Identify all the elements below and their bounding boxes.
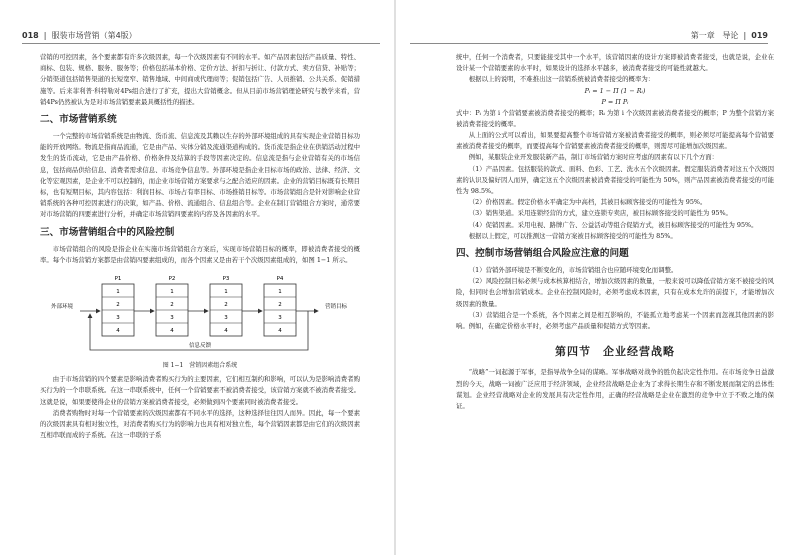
list-item: （2）价格因素。假定价格水平确定为中高档，其被目标顾客接受的可能性为 95%。 <box>468 198 707 207</box>
right-page-number: 019 <box>751 31 768 40</box>
svg-text:3: 3 <box>278 315 282 322</box>
feedback-label: 信息反馈 <box>188 343 212 350</box>
svg-text:4: 4 <box>116 328 120 335</box>
paragraph: 从上面的公式可以看出，如果要提高整个市场营销方案被消费者接受的概率，则必须尽可能提高每个营销要素被消费者接受的概率，而要提高每个营销要素被消费者接受的概率，则需尽可能增加次级因素。 <box>456 131 774 151</box>
svg-text:2: 2 <box>278 302 282 309</box>
svg-text:2: 2 <box>170 302 174 309</box>
list-item: （4）促销因素。采用电视、路牌广告、公益活动等组合促销方式，被目标顾客接受的可能性为 95%。 <box>468 220 758 229</box>
figure-caption: 图 1−1 营销因素组合系统 <box>162 362 238 370</box>
formula-p: P = Π Pᵢ <box>601 97 629 106</box>
svg-text:4: 4 <box>224 328 228 335</box>
heading-risk-control: 三、市场营销组合中的风险控制 <box>40 226 175 238</box>
factor-column-p1 <box>102 276 134 336</box>
list-item: （2）风险控制目标必须与成本核算相结合，增加次级因素的数量，一般来说可以降低营销方案不被接受的风险，但同时也会增加营销成本。企业在控制风险时，必须考虑成本因素，只有在成本允许的前提下，才能增加次级因素的数量。 <box>456 277 774 308</box>
paragraph: 根据以上假定，可以推测这一营销方案被目标顾客接受的可能性为 85%。 <box>468 231 677 240</box>
svg-text:1: 1 <box>278 289 282 296</box>
paragraph: 例如，某服装企业开发服装新产品，制订市场营销方案时应考虑的因素有以下几个方面： <box>468 153 719 162</box>
target-label: 营销目标 <box>324 304 348 311</box>
list-item: （1）营销外部环境是不断变化的，市场营销组合也应随环境变化而调整。 <box>468 266 678 275</box>
chapter-title: 导论 <box>722 31 739 40</box>
left-header-rule <box>22 43 380 44</box>
figure-marketing-factor-system <box>40 268 360 360</box>
chapter-label: 第一章 <box>690 31 715 40</box>
svg-text:2: 2 <box>116 302 120 309</box>
book-title: 服装市场营销（第4版） <box>51 31 137 40</box>
paragraph: 消费者购物时对每一个营销要素的次级因素都有不同水平的选择，这种选择往往因人而异。因此，每一个要素的次级因素具有相对独立性，对消费者购买行为的影响力也具有相对独立性，每个营销因素都是由它们的次级因素互相串联而成的子系统。在这一串联的子系 <box>40 408 360 440</box>
svg-text:3: 3 <box>116 315 120 322</box>
list-item: （3）营销组合是一个系统，各个因素之间是相互影响的，不能孤立地考虑某一个因素而忽视其他因素的影响。例如，在确定价格水平时，必须考虑产品质量和促销方式等因素。 <box>456 310 774 331</box>
factor-column-p3 <box>210 276 242 336</box>
section-title: 第四节 企业经营战略 <box>555 345 675 359</box>
heading-marketing-system: 二、市场营销系统 <box>40 114 117 126</box>
paragraph: 根据以上的说明，不难推出这一营销系统被消费者接受的概率为： <box>468 75 655 84</box>
paragraph: 一个完整的市场营销系统是由物流、货币流、信息流及其赖以生存的外部环境组成的具有实现企业营销目标功能的开放网络。物流是指商品流通，它是由产品、实体分销及流通渠道构成的。货币流是指企业在供销活动过程中发生的货币流动，它是由产品价格、价格条件及结算的手段等因素决定的。信息流是指与企业营销有关的市场信息，包括商品供给信息、消费者需求信息、市场竞争信息等。外部环境是指企业目标市场的政治、法律、经济、文化等宏观因素，是企业不可以控制的，而企业市场营销方案要求与之配合适应的因素。企业的营销目标既有长期目标，也有短期目标，其内容包括：利润目标、市场占有率目标、市场推销目标等。市场营销组合是针对影响企业营销系统的各种可控因素进行的决策，如产品、价格、流通组合、信息组合等。企业在制订营销组合方案时，通常要对市场营销的四要素进行分析，并确定市场营销四要素的内容及各因素的水平。 <box>40 132 360 219</box>
figure-diagram <box>40 268 360 360</box>
heading-risk-notes: 四、控制市场营销组合风险应注意的问题 <box>456 248 629 260</box>
left-page <box>0 0 394 555</box>
left-page-header: 018 | 服装市场营销（第4版） <box>22 31 137 40</box>
paragraph: 由于市场营销的四个要素是影响消费者购买行为的主要因素，它们相互制约和影响，可以认为是影响消费者购买行为的一个串联系统。在这一串联系统中，任何一个营销要素不被消费者接受，该营销方案就不被消费者接受。这就是说，如果要使得企业的营销方案被消费者接受，必须做到四个要素同时被消费者接受。 <box>40 375 360 406</box>
paragraph: 统中，任何一个消费者，只要能接受其中一个水平，该营销因素的设计方案即被消费者接受，也就是说，企业在设计某一个营销要素的水平时，如果设计的选择水平越多，被消费者接受的可能性就越大。 <box>456 53 774 73</box>
factor-column-p2 <box>156 276 188 336</box>
svg-text:4: 4 <box>278 328 282 335</box>
svg-text:3: 3 <box>224 315 228 322</box>
factor-column-p4 <box>264 276 296 336</box>
right-body <box>456 52 774 412</box>
svg-text:2: 2 <box>224 302 228 309</box>
paragraph: “战略”一词起源于军事，是指导战争全局的谋略。军事战略对战争的胜负起决定性作用。在市场竞争日益激烈的今天，战略一词被广泛应用于经济领域，企业经营战略是企业为了求得长期生存和不断发展而制定的总体性谋划。企业经营战略对企业的发展具有决定性作用，正确的经营战略是企业在激烈的竞争中立于不败之地的保证。 <box>456 368 774 411</box>
svg-text:1: 1 <box>116 289 120 296</box>
svg-text:4: 4 <box>170 328 174 335</box>
list-item: （3）销售渠道。采用连锁经营的方式，建立连锁专卖店，被目标顾客接受的可能性为 95%。 <box>468 209 732 218</box>
paragraph: 式中：Pᵢ 为第 i 个营销要素被消费者接受的概率；Rᵢ 为第 i 个次级因素被消费者接受的概率；P 为整个营销方案被消费者接受的概率。 <box>456 108 774 128</box>
right-header-rule <box>410 43 768 44</box>
svg-text:P1: P1 <box>114 276 122 283</box>
left-body <box>40 52 360 441</box>
svg-text:1: 1 <box>170 289 174 296</box>
env-label: 外部环境 <box>50 304 74 311</box>
svg-text:3: 3 <box>170 315 174 322</box>
list-item: （1）产品因素。包括服装的款式、面料、色彩、工艺、洗水五个次级因素。假定服装消费者对这五个次级因素的认识及偏好因人而异，确定这五个次级因素被消费者接受的可能性为 50%，则产品因素被消费者接受的可能性为 98.5%。 <box>456 164 774 196</box>
right-page <box>396 0 790 555</box>
formula-pi: Pᵢ = 1 − Π (1 − Rᵢ) <box>584 86 646 95</box>
svg-text:P3: P3 <box>222 276 230 283</box>
left-page-number: 018 <box>22 31 39 40</box>
svg-text:1: 1 <box>224 289 228 296</box>
paragraph: 营销的可控因素，各个要素都有许多次级因素，每一个次级因素有不同的水平。如产品因素包括产品质量、特性、商标、包装、规格、服务、服务等；价格包括基本价格、定价方法、折扣与折让、付款方式、卖方信贷、补贴等；分销渠道包括销售渠道的长短宽窄、销售地域、中间商或代理商等；促销包括广告、人员推销、公共关系、促销措施等。后来菲利普·科特勒对4Ps组合进行了扩充，提出大营销概念。但从目前市场营销理论研究与教学来看，营销4Ps仍然被认为是对市场营销要素最具概括性的描述。 <box>40 53 360 106</box>
paragraph: 市场营销组合的风险是指企业在实施市场营销组合方案后，实现市场营销目标的概率，即被消费者接受的概率。每个市场营销方案都是由营销四要素组成的，而各个因素又是由若干个次级因素组成的，如图 1−1 所示。 <box>40 244 360 264</box>
svg-text:P2: P2 <box>168 276 176 283</box>
svg-text:P4: P4 <box>276 276 284 283</box>
right-page-header: 第一章 导论 | 019 <box>690 31 768 40</box>
